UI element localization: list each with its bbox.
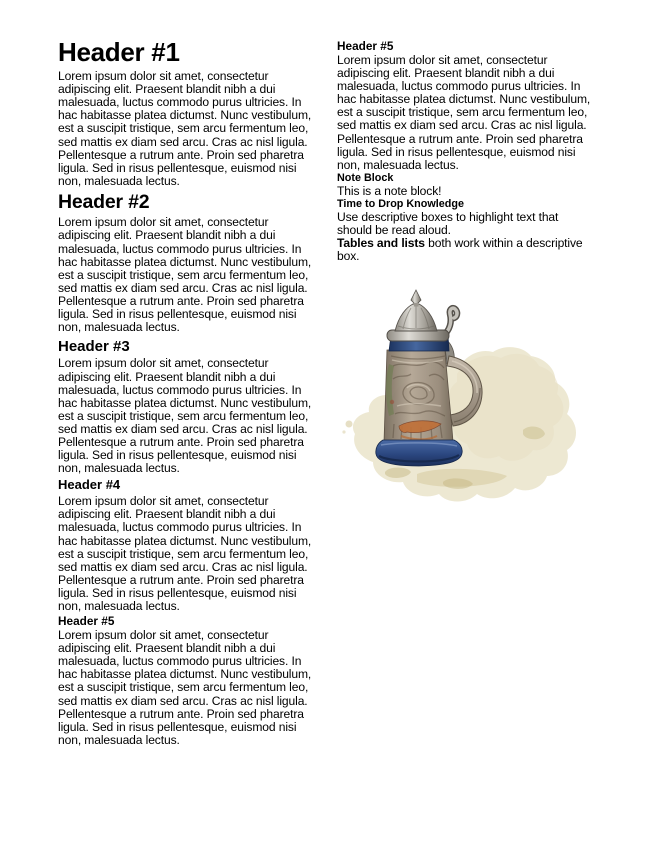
heading-3: Header #3 [58,338,130,356]
right-column [337,38,594,844]
body-paragraph: Lorem ipsum dolor sit amet, consectetur adipiscing elit. Praesent blandit nibh a dui malesuada, luctus commodo purus ultricies. In hac habitasse platea dictumst. Nunc vestibulum, est a suscipit tristique, sem arcu fermentum leo, sed mattis ex diam sed arcu. Cras ac nisl ligula. Pellentesque a rutrum ante. Proin sed pharetra ligula. Sed in risus pellentesque, euismod nisi non, malesuada lectus. [58,628,312,747]
body-paragraph: Lorem ipsum dolor sit amet, consectetur adipiscing elit. Praesent blandit nibh a dui malesuada, luctus commodo purus ultricies. In hac habitasse platea dictumst. Nunc vestibulum, est a suscipit tristique, sem arcu fermentum leo, sed mattis ex diam sed arcu. Cras ac nisl ligula. Pellentesque a rutrum ante. Proin sed pharetra ligula. Sed in risus pellentesque, euismod nisi non, malesuada lectus. [58,69,312,188]
body-paragraph: Lorem ipsum dolor sit amet, consectetur adipiscing elit. Praesent blandit nibh a dui malesuada, luctus commodo purus ultricies. In hac habitasse platea dictumst. Nunc vestibulum, est a suscipit tristique, sem arcu fermentum leo, sed mattis ex diam sed arcu. Cras ac nisl ligula. Pellentesque a rutrum ante. Proin sed pharetra ligula. Sed in risus pellentesque, euismod nisi non, malesuada lectus. [337,53,591,172]
stein-finial [411,290,421,305]
tables-note-lead: Tables and lists [337,236,425,251]
heading-4: Header #4 [58,477,121,493]
body-paragraph: Lorem ipsum dolor sit amet, consectetur adipiscing elit. Praesent blandit nibh a dui malesuada, luctus commodo purus ultricies. In hac habitasse platea dictumst. Nunc vestibulum, est a suscipit tristique, sem arcu fermentum leo, sed mattis ex diam sed arcu. Cras ac nisl ligula. Pellentesque a rutrum ante. Proin sed pharetra ligula. Sed in risus pellentesque, euismod nisi non, malesuada lectus. [58,215,312,335]
stein-illustration [337,284,594,512]
knowledge-block-text: Use descriptive boxes to highlight text that should be read aloud. [337,210,559,238]
beer-stein-image [337,284,594,512]
note-block-label: Note Block [337,171,394,184]
stein-lid-rim [387,330,449,341]
left-column [58,38,315,844]
note-block-text: This is a note block! [337,183,442,198]
tables-note [337,237,594,263]
heading-2: Header #2 [58,190,150,213]
knowledge-block-label: Time to Drop Knowledge [337,198,464,211]
tables-note-rest: both work within a descriptive box. [337,236,583,264]
body-paragraph: Lorem ipsum dolor sit amet, consectetur adipiscing elit. Praesent blandit nibh a dui malesuada, luctus commodo purus ultricies. In hac habitasse platea dictumst. Nunc vestibulum, est a suscipit tristique, sem arcu fermentum leo, sed mattis ex diam sed arcu. Cras ac nisl ligula. Pellentesque a rutrum ante. Proin sed pharetra ligula. Sed in risus pellentesque, euismod nisi non, malesuada lectus. [58,494,312,613]
heading-5: Header #5 [337,39,394,53]
body-paragraph: Lorem ipsum dolor sit amet, consectetur adipiscing elit. Praesent blandit nibh a dui malesuada, luctus commodo purus ultricies. In hac habitasse platea dictumst. Nunc vestibulum, est a suscipit tristique, sem arcu fermentum leo, sed mattis ex diam sed arcu. Cras ac nisl ligula. Pellentesque a rutrum ante. Proin sed pharetra ligula. Sed in risus pellentesque, euismod nisi non, malesuada lectus. [58,356,312,476]
heading-1: Header #1 [58,37,180,67]
heading-5: Header #5 [58,614,115,629]
